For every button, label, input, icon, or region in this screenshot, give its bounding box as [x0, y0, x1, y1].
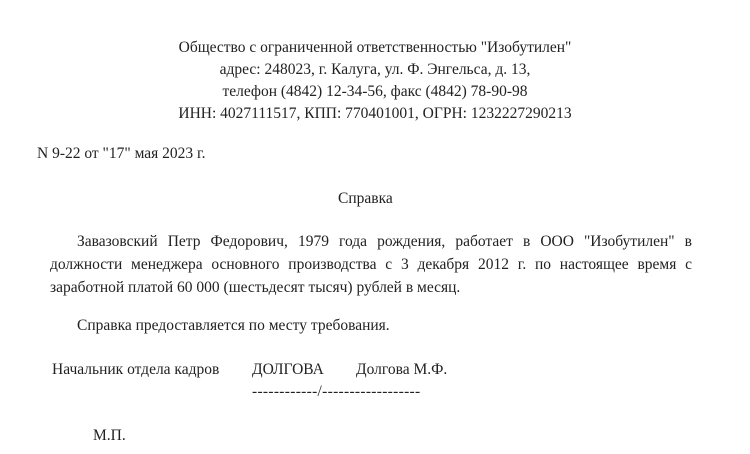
company-address: адрес: 248023, г. Калуга, ул. Ф. Энгельса, д. 13,: [219, 61, 531, 78]
company-phone: телефон (4842) 12-34-56, факс (4842) 78-90-98: [222, 83, 528, 100]
document-number: N 9-22 от "17" мая 2023 г.: [37, 145, 206, 162]
company-ids: ИНН: 4027111517, КПП: 770401001, ОГРН: 1232227290213: [178, 105, 572, 122]
signature-line: ------------/------------------: [252, 383, 421, 400]
purpose-text: Справка предоставляется по месту требования.: [77, 317, 390, 334]
signer-position: Начальник отдела кадров: [52, 361, 220, 378]
company-name: Общество с ограниченной ответственностью "Изобутилен": [178, 39, 572, 56]
body-line-3: заработной платой 60 000 (шестьдесят тысяч) рублей в месяц.: [50, 279, 461, 296]
signer-name: Долгова М.Ф.: [356, 361, 448, 378]
stamp-placeholder: М.П.: [93, 427, 126, 444]
body-line-2: должности менеджера основного производства с 3 декабря 2012 г. по настоящее время с: [50, 256, 692, 273]
document-title: Справка: [338, 190, 393, 207]
company-header: [0, 37, 750, 125]
certificate-body: [50, 230, 692, 299]
body-line-1: Завазовский Петр Федорович, 1979 года рождения, работает в ООО "Изобутилен" в: [77, 233, 692, 250]
signature: ДОЛГОВА: [252, 361, 324, 378]
